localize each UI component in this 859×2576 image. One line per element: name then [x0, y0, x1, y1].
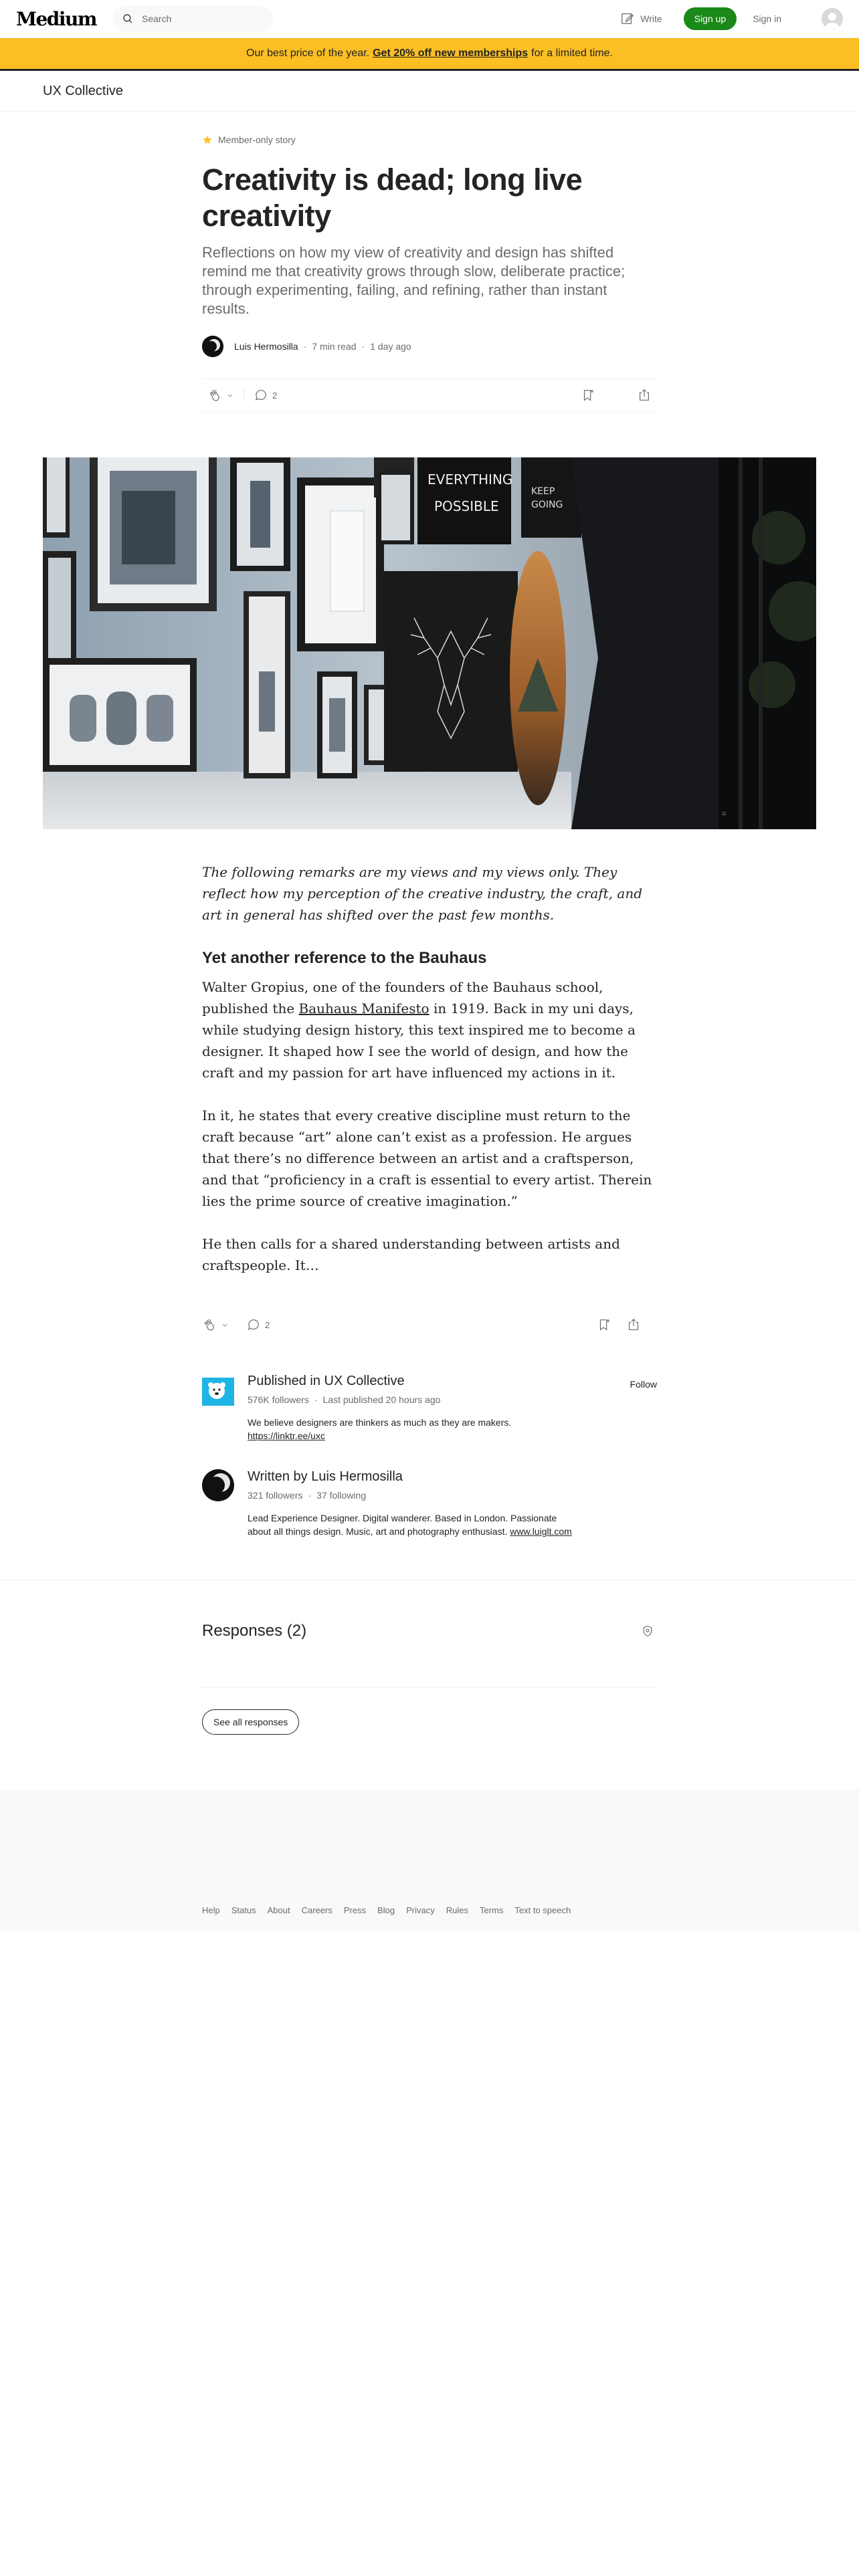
separator-dot: ·	[361, 341, 365, 352]
promo-link[interactable]: Get 20% off new memberships	[373, 47, 529, 59]
publication-name[interactable]: UX Collective	[43, 83, 124, 98]
write-icon	[620, 11, 635, 26]
section-heading: Yet another reference to the Bauhaus	[202, 949, 487, 967]
search-input[interactable]: Search	[142, 13, 172, 24]
responses-divider	[202, 1687, 657, 1688]
publisher-link[interactable]: https://linktr.ee/uxc	[248, 1430, 325, 1441]
footer	[0, 1889, 859, 1931]
write-button[interactable]	[620, 11, 662, 26]
member-only-badge	[202, 134, 296, 145]
article-header	[202, 112, 657, 412]
paragraph-3: He then calls for a shared understanding between artists and craftspeople. It…	[202, 1236, 620, 1273]
svg-text:POSSIBLE: POSSIBLE	[434, 498, 499, 514]
paragraph-1-text-end: in 1919. Back in my uni days, while studying design history, this text inspired me to become a designer. It shaped how I see the world of design, and how the craft and my passion for art have influenced my actions in it.	[202, 1000, 636, 1081]
follow-button[interactable]: Follow	[630, 1379, 657, 1390]
article-subtitle: Reflections on how my view of creativity and design has shifted remind me that creativity grows through slow, deliberate practice; through experimenting, failing, and refining, rather than instant results.	[202, 244, 626, 317]
medium-logo[interactable]: Medium	[16, 7, 97, 30]
comment-icon	[254, 388, 268, 403]
article-actions-top	[202, 379, 657, 412]
publish-date: 1 day ago	[370, 341, 411, 352]
paragraph-1	[202, 976, 657, 1083]
comment-icon	[246, 1317, 261, 1332]
publication-bar	[0, 71, 859, 112]
promo-banner	[0, 38, 859, 71]
search-icon	[122, 13, 134, 25]
author-followers[interactable]: 321 followers	[248, 1490, 303, 1501]
responses-section	[202, 1622, 657, 1735]
article-body	[202, 861, 657, 1538]
clap-button[interactable]	[202, 1317, 229, 1332]
publisher-info	[248, 1374, 657, 1442]
publisher-followers[interactable]: 576K followers	[248, 1394, 309, 1405]
member-only-label: Member-only story	[218, 134, 296, 145]
chevron-down-icon	[226, 391, 234, 399]
comment-count: 2	[272, 390, 278, 401]
author-title[interactable]: Written by Luis Hermosilla	[248, 1469, 403, 1484]
svg-text:⌂: ⌂	[722, 810, 727, 817]
separator-dot: ·	[314, 1394, 318, 1405]
comments-button[interactable]	[246, 1317, 270, 1332]
publisher-head	[248, 1374, 657, 1405]
lead-paragraph: The following remarks are my views and my views only. They reflect how my perception of the creative industry, the craft, and art in general has shifted over the past few months.	[202, 864, 643, 923]
author-following[interactable]: 37 following	[316, 1490, 367, 1501]
publisher-last-published: Last published 20 hours ago	[322, 1394, 441, 1405]
byline	[202, 336, 657, 357]
footer-link-help[interactable]: Help	[202, 1905, 220, 1915]
author-photo	[202, 336, 223, 357]
bauhaus-manifesto-link[interactable]: Bauhaus Manifesto	[298, 1000, 430, 1016]
footer-link-privacy[interactable]: Privacy	[406, 1905, 435, 1915]
bookmark-add-icon[interactable]	[581, 388, 595, 403]
promo-text-after: for a limited time.	[531, 47, 613, 59]
clap-icon	[202, 1317, 217, 1332]
signup-button[interactable]: Sign up	[684, 7, 737, 30]
footer-link-rules[interactable]: Rules	[446, 1905, 468, 1915]
clap-icon	[207, 388, 222, 403]
bookmark-add-icon[interactable]	[597, 1317, 611, 1332]
responses-title: Responses (2)	[202, 1622, 307, 1640]
author-card	[202, 1469, 657, 1538]
shield-icon[interactable]	[641, 1624, 654, 1638]
paragraph-2: In it, he states that every creative discipline must return to the craft because “art” alone can’t exist as a profession. He argues that there’s no difference between an artist and a craftsperson, and that “proficiency in a craft is essential to every artist. Therein lies the prime source of creative imagination.”	[202, 1107, 652, 1209]
author-bio	[248, 1511, 582, 1538]
footer-link-about[interactable]: About	[267, 1905, 290, 1915]
author-bio-text: Lead Experience Designer. Digital wanderer. Based in London. Passionate about all things design. Music, art and photography enthusiast.	[248, 1513, 557, 1537]
footer-link-text-to-speech[interactable]: Text to speech	[514, 1905, 571, 1915]
separator-dot: ·	[308, 1490, 312, 1501]
user-icon	[822, 8, 843, 29]
read-time: 7 min read	[312, 341, 357, 352]
polar-bear-logo	[202, 1374, 234, 1406]
footer-link-terms[interactable]: Terms	[479, 1905, 504, 1915]
footer-link-status[interactable]: Status	[231, 1905, 256, 1915]
separator-dot: ·	[303, 341, 307, 352]
share-icon[interactable]	[626, 1317, 641, 1332]
svg-text:KEEP: KEEP	[531, 486, 555, 497]
author-photo	[202, 1469, 234, 1501]
author-card-avatar[interactable]	[202, 1469, 234, 1501]
clap-button[interactable]	[207, 388, 234, 403]
article-actions-right	[581, 388, 652, 403]
article-title: Creativity is dead; long live creativity	[202, 163, 583, 233]
publisher-meta	[248, 1394, 440, 1405]
author-info	[248, 1469, 657, 1538]
promo-text-before: Our best price of the year.	[246, 47, 370, 59]
article-actions-right	[597, 1317, 657, 1332]
hero-image	[43, 457, 816, 829]
author-website-link[interactable]: www.luiglt.com	[510, 1526, 572, 1537]
share-icon[interactable]	[637, 388, 652, 403]
publisher-card	[202, 1374, 657, 1442]
footer-link-careers[interactable]: Careers	[301, 1905, 332, 1915]
svg-text:EVERYTHING: EVERYTHING	[427, 471, 513, 488]
see-all-responses-button[interactable]: See all responses	[202, 1709, 299, 1735]
footer-link-press[interactable]: Press	[343, 1905, 367, 1915]
write-label: Write	[640, 13, 662, 24]
footer-link-blog[interactable]: Blog	[377, 1905, 395, 1915]
svg-text:GOING: GOING	[531, 500, 563, 510]
author-name[interactable]: Luis Hermosilla	[234, 341, 298, 352]
author-meta	[248, 1490, 657, 1501]
star-icon	[202, 134, 213, 145]
top-navbar	[0, 0, 859, 38]
publisher-description	[248, 1416, 582, 1442]
recommendations-band	[0, 1790, 859, 1889]
comment-count: 2	[265, 1319, 270, 1330]
footer-links	[202, 1905, 582, 1915]
signin-link[interactable]: Sign in	[753, 13, 781, 24]
comments-button[interactable]	[254, 388, 277, 403]
user-avatar[interactable]	[822, 8, 843, 29]
responses-header	[202, 1622, 657, 1640]
publisher-title[interactable]: Published in UX Collective	[248, 1374, 405, 1388]
nav-actions	[620, 7, 843, 30]
author-avatar[interactable]	[202, 336, 223, 357]
publisher-description-text: We believe designers are thinkers as much as they are makers.	[248, 1417, 512, 1428]
search-bar[interactable]	[112, 5, 273, 32]
gallery-wall-photo	[43, 457, 816, 829]
chevron-down-icon	[221, 1321, 229, 1329]
article-actions-bottom	[202, 1315, 657, 1335]
paragraph-1-text: Walter Gropius, one of the founders of the Bauhaus school, published the	[202, 979, 603, 1016]
publication-logo[interactable]	[202, 1374, 234, 1406]
